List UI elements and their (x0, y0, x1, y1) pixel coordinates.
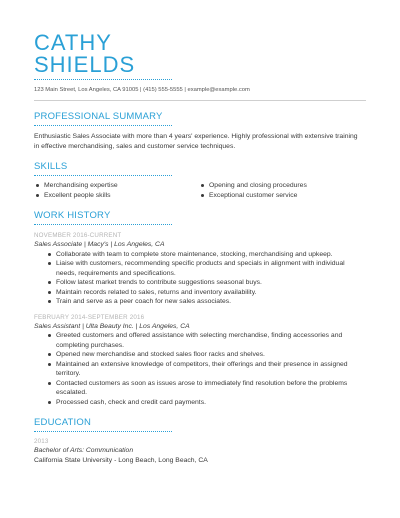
summary-title: PROFESSIONAL SUMMARY (34, 111, 163, 122)
job-bullet: Maintain records related to sales, returns and inventory availability. (46, 288, 366, 298)
job-bullet: Contacted customers as soon as issues arose to immediately find resolution before the problems escalated. (46, 379, 366, 398)
summary-divider (34, 125, 172, 126)
skills-column-left (34, 181, 199, 200)
job-bullet: Greeted customers and offered assistance with selecting merchandise, finding accessories and completing purchases. (46, 331, 366, 350)
education-degree: Bachelor of Arts: Communication (34, 447, 134, 454)
summary-text: Enthusiastic Sales Associate with more than 4 years' experience. Highly professional with extensive training in effective merchandising, sales and customer service techniques. (34, 133, 358, 150)
work-title: WORK HISTORY (34, 210, 111, 221)
contact-line: 123 Main Street, Los Angeles, CA 91005 | (415) 555-5555 | example@example.com (34, 87, 250, 93)
job-bullet: Train and serve as a peer coach for new sales associates. (46, 297, 366, 307)
education-school: California State University - Long Beach, Long Beach, CA (34, 456, 208, 464)
job-bullets (34, 250, 366, 307)
education-year: 2013 (34, 438, 49, 445)
skill-item: Exceptional customer service (199, 191, 364, 201)
job-bullets (34, 331, 366, 407)
skills-divider (34, 175, 172, 176)
skills-list (34, 181, 400, 200)
job-date: FEBRUARY 2014-SEPTEMBER 2016 (34, 313, 145, 321)
job-date: NOVEMBER 2016-CURRENT (34, 232, 122, 239)
education-entry (34, 437, 400, 465)
first-name: CATHY (34, 30, 112, 55)
job-bullet: Follow latest market trends to contribute suggestions seasonal buys. (46, 278, 366, 288)
education-divider (34, 431, 172, 432)
candidate-name (34, 32, 400, 76)
job-bullet: Processed cash, check and credit card payments. (46, 398, 366, 408)
job-entry (34, 313, 400, 408)
job-bullet: Liaise with customers, recommending specific products and specials in alignment with individual needs, requirements and specifications. (46, 259, 366, 278)
job-bullet: Opened new merchandise and stocked sales floor racks and shelves. (46, 350, 366, 360)
education-title: EDUCATION (34, 417, 92, 428)
skill-item: Excellent people skills (34, 191, 199, 201)
name-divider (34, 79, 172, 80)
skill-item: Opening and closing procedures (199, 181, 364, 191)
last-name: SHIELDS (34, 52, 136, 77)
skill-item: Merchandising expertise (34, 181, 199, 191)
skills-column-right (199, 181, 364, 200)
header-rule (34, 100, 366, 101)
job-bullet: Collaborate with team to complete store maintenance, stocking, merchandising and upkeep. (46, 250, 366, 260)
job-bullet: Maintained an extensive knowledge of competitors, their offerings and their presence in assigned territory. (46, 360, 366, 379)
skills-title: SKILLS (34, 161, 68, 172)
job-role: Sales Assistant | Ulta Beauty Inc. | Los Angeles, CA (34, 322, 190, 330)
job-role: Sales Associate | Macy's | Los Angeles, CA (34, 241, 165, 248)
work-divider (34, 224, 172, 225)
job-entry (34, 231, 400, 307)
